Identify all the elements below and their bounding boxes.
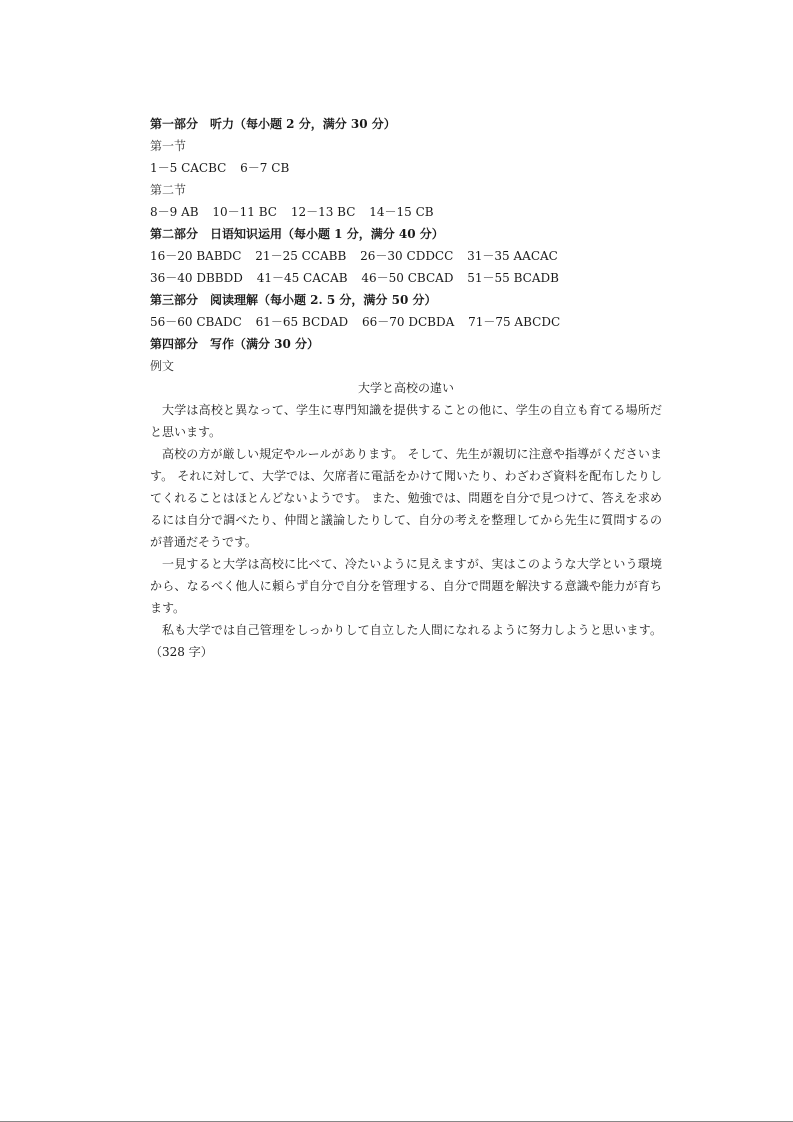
answer-group: 6－7 CB bbox=[240, 161, 290, 175]
part1-section2-answers bbox=[150, 201, 662, 223]
part3-heading: 第三部分 阅读理解（每小题 2. 5 分，满分 50 分） bbox=[150, 293, 437, 307]
answer-group: 1－5 CACBC bbox=[150, 161, 227, 175]
answer-key-document bbox=[150, 113, 662, 663]
answer-group: 8－9 AB bbox=[150, 205, 199, 219]
answer-group: 14－15 CB bbox=[369, 205, 434, 219]
answer-group: 21－25 CCABB bbox=[255, 249, 347, 263]
part2-answers-row2 bbox=[150, 267, 662, 289]
essay-paragraph: 私も大学では自己管理をしっかりして自立した人間になれるように努力しようと思います。（328 字） bbox=[150, 623, 662, 659]
part4-heading: 第四部分 写作（满分 30 分） bbox=[150, 337, 320, 351]
answer-group: 31－35 AACAC bbox=[467, 249, 558, 263]
answer-group: 46－50 CBCAD bbox=[361, 271, 454, 285]
answer-group: 56－60 CBADC bbox=[150, 315, 242, 329]
part1-section1-label: 第一节 bbox=[150, 139, 187, 153]
part2-answers-row1 bbox=[150, 245, 662, 267]
part2-heading: 第二部分 日语知识运用（每小题 1 分，满分 40 分） bbox=[150, 227, 444, 241]
answer-group: 10－11 BC bbox=[212, 205, 277, 219]
part1-section1-answers bbox=[150, 157, 662, 179]
answer-group: 51－55 BCADB bbox=[467, 271, 559, 285]
essay-title: 大学と高校の違い bbox=[357, 381, 454, 395]
answer-group: 12－13 BC bbox=[290, 205, 356, 219]
essay-paragraph: 一見すると大学は高校に比べて、冷たいように見えますが、実はこのような大学という環境から、なるべく他人に頼らず自分で自分を管理する、自分で問題を解決する意識や能力が育ちます。 bbox=[150, 557, 662, 615]
answer-group: 71－75 ABCDC bbox=[468, 315, 561, 329]
answer-group: 66－70 DCBDA bbox=[361, 315, 455, 329]
essay-paragraph: 高校の方が厳しい規定やルールがあります。 そして、先生が親切に注意や指導がくださいます。 それに対して、大学では、欠席者に電話をかけて聞いたり、わざわざ資料を配布したりしてくれることはほとんどないようです。 また、勉強では、問題を自分で見つけて、答えを求めるには自分で調べたり、仲間と議論したりして、自分の考えを整理してから先生に質問するのが普通だそうです。 bbox=[150, 447, 662, 549]
answer-group: 61－65 BCDAD bbox=[255, 315, 349, 329]
essay-paragraph: 大学は高校と異なって、学生に専門知識を提供することの他に、学生の自立も育てる場所だと思います。 bbox=[150, 403, 662, 439]
part3-answers bbox=[150, 311, 662, 333]
part1-heading: 第一部分 听力（每小题 2 分，满分 30 分） bbox=[150, 117, 396, 131]
answer-group: 36－40 DBBDD bbox=[150, 271, 243, 285]
answer-group: 26－30 CDDCC bbox=[360, 249, 454, 263]
answer-group: 41－45 CACAB bbox=[256, 271, 348, 285]
answer-group: 16－20 BABDC bbox=[150, 249, 242, 263]
example-label: 例文 bbox=[150, 359, 175, 373]
part1-section2-label: 第二节 bbox=[150, 183, 187, 197]
